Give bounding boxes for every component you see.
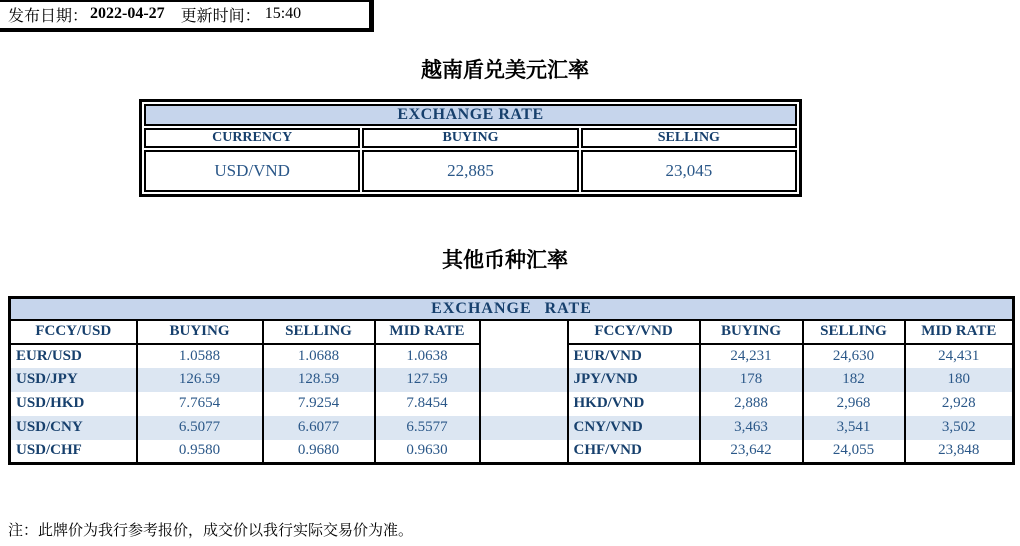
table-cell: 3,502 bbox=[905, 416, 1014, 440]
table-title-exchange-rate: EXCHANGE RATE bbox=[144, 104, 797, 126]
table-cell: USD/HKD bbox=[10, 392, 137, 416]
other-rates-table bbox=[8, 296, 1015, 465]
usd-rate-table bbox=[139, 99, 802, 197]
table-cell: EUR/VND bbox=[568, 344, 700, 368]
table-cell: 1.0588 bbox=[137, 344, 263, 368]
column-header: SELLING bbox=[581, 128, 797, 148]
table-row bbox=[10, 392, 1014, 416]
table-cell: CNY/VND bbox=[568, 416, 700, 440]
table-cell: 126.59 bbox=[137, 368, 263, 392]
table-cell: 0.9680 bbox=[263, 440, 375, 464]
table-cell: 7.9254 bbox=[263, 392, 375, 416]
table-cell: CHF/VND bbox=[568, 440, 700, 464]
table-cell: HKD/VND bbox=[568, 392, 700, 416]
other-table-header-row bbox=[10, 320, 1014, 344]
table-row bbox=[10, 440, 1014, 464]
column-header: MID RATE bbox=[905, 320, 1014, 344]
table-cell: 178 bbox=[700, 368, 803, 392]
table-cell: 23,642 bbox=[700, 440, 803, 464]
table-cell bbox=[480, 368, 568, 392]
table-cell bbox=[480, 392, 568, 416]
table-cell: 2,968 bbox=[803, 392, 905, 416]
table-row bbox=[10, 344, 1014, 368]
other-table-body bbox=[10, 344, 1014, 464]
table-cell: 23,045 bbox=[581, 150, 797, 192]
table-row bbox=[10, 416, 1014, 440]
table-cell: 2,888 bbox=[700, 392, 803, 416]
table-cell bbox=[480, 344, 568, 368]
other-rates-section-title: 其他币种汇率 bbox=[442, 248, 568, 272]
table-row bbox=[10, 368, 1014, 392]
column-header: FCCY/USD bbox=[10, 320, 137, 344]
table-cell: 2,928 bbox=[905, 392, 1014, 416]
table-cell: 3,541 bbox=[803, 416, 905, 440]
usd-vnd-section-title: 越南盾兑美元汇率 bbox=[421, 58, 589, 82]
table-cell: 22,885 bbox=[362, 150, 578, 192]
table-cell: 23,848 bbox=[905, 440, 1014, 464]
table-cell: USD/JPY bbox=[10, 368, 137, 392]
update-time-label: 更新时间： bbox=[180, 7, 261, 25]
table-cell: 6.5077 bbox=[137, 416, 263, 440]
table-cell: 1.0638 bbox=[375, 344, 480, 368]
column-header: SELLING bbox=[803, 320, 905, 344]
table-row bbox=[144, 150, 797, 192]
usd-table-body bbox=[144, 150, 797, 192]
column-header: MID RATE bbox=[375, 320, 480, 344]
table-cell bbox=[480, 440, 568, 464]
column-header: FCCY/VND bbox=[568, 320, 700, 344]
table-cell: USD/VND bbox=[144, 150, 360, 192]
table-cell: 0.9630 bbox=[375, 440, 480, 464]
table-cell: USD/CNY bbox=[10, 416, 137, 440]
table-cell: 180 bbox=[905, 368, 1014, 392]
table-title-exchange-rate: EXCHANGE RATE bbox=[10, 298, 1014, 320]
column-header: BUYING bbox=[137, 320, 263, 344]
table-cell: 0.9580 bbox=[137, 440, 263, 464]
table-cell bbox=[480, 416, 568, 440]
table-cell: USD/CHF bbox=[10, 440, 137, 464]
table-cell: 7.7654 bbox=[137, 392, 263, 416]
column-header: BUYING bbox=[362, 128, 578, 148]
table-cell: 1.0688 bbox=[263, 344, 375, 368]
table-cell: 127.59 bbox=[375, 368, 480, 392]
table-cell: 182 bbox=[803, 368, 905, 392]
usd-table-header-row bbox=[144, 128, 797, 148]
table-cell: 24,231 bbox=[700, 344, 803, 368]
table-cell: 24,431 bbox=[905, 344, 1014, 368]
table-cell: EUR/USD bbox=[10, 344, 137, 368]
column-header: CURRENCY bbox=[144, 128, 360, 148]
publish-date-label: 发布日期： bbox=[8, 7, 89, 25]
publish-date-value: 2022-04-27 bbox=[90, 5, 165, 22]
column-header bbox=[480, 320, 568, 344]
table-cell: 24,630 bbox=[803, 344, 905, 368]
publish-info-box bbox=[0, 0, 374, 32]
table-cell: 128.59 bbox=[263, 368, 375, 392]
column-header: BUYING bbox=[700, 320, 803, 344]
table-cell: 3,463 bbox=[700, 416, 803, 440]
table-cell: 7.8454 bbox=[375, 392, 480, 416]
table-cell: 6.5577 bbox=[375, 416, 480, 440]
disclaimer-note: 注：此牌价为我行参考报价，成交价以我行实际交易价为准。 bbox=[8, 523, 414, 539]
column-header: SELLING bbox=[263, 320, 375, 344]
update-time-value: 15:40 bbox=[264, 5, 302, 22]
table-cell: 6.6077 bbox=[263, 416, 375, 440]
table-cell: 24,055 bbox=[803, 440, 905, 464]
table-cell: JPY/VND bbox=[568, 368, 700, 392]
